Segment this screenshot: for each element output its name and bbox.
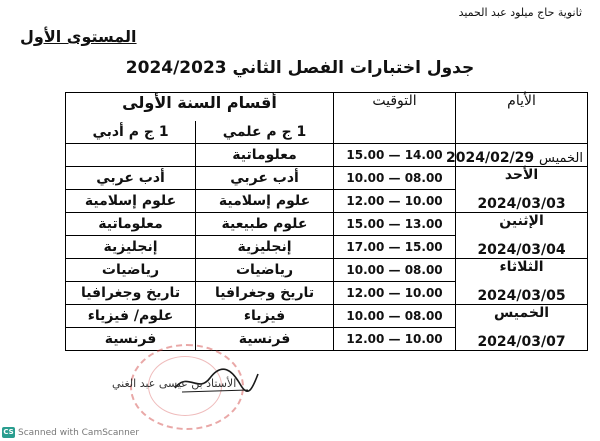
subject-lit: رياضيات <box>66 259 196 282</box>
document-title: جدول اختبارات الفصل الثاني 2024/2023 <box>125 58 475 78</box>
subject-lit: تاريخ وجغرافيا <box>66 282 196 305</box>
level-label: المستوى الأول <box>20 27 137 46</box>
day-date: 2024/03/07 <box>456 328 588 351</box>
camscanner-icon: CS <box>3 428 14 436</box>
time-cell: 12.00 — 10.00 <box>334 190 456 213</box>
day-name: الثلاثاء <box>456 259 588 282</box>
signature-note: الأستاذ بن عيسى عبد الغني <box>112 377 237 390</box>
table-row <box>66 167 588 190</box>
table-row <box>66 144 588 167</box>
time-cell: 12.00 — 10.00 <box>334 328 456 351</box>
table-row <box>66 190 588 213</box>
header-sections: أقسام السنة الأولى <box>66 93 334 122</box>
subject-lit: علوم إسلامية <box>66 190 196 213</box>
time-cell: 12.00 — 10.00 <box>334 282 456 305</box>
table-row <box>66 305 588 328</box>
scan-footer <box>2 427 139 438</box>
subject-lit: علوم/ فيزياء <box>66 305 196 328</box>
table-row <box>66 328 588 351</box>
day-name: الخميس <box>456 305 588 328</box>
subject-sci: معلوماتية <box>196 144 334 167</box>
subject-sci: رياضيات <box>196 259 334 282</box>
day-date: 2024/03/04 <box>456 236 588 259</box>
table-row <box>66 213 588 236</box>
school-name: ثانوية حاج ميلود عبد الحميد <box>458 6 582 19</box>
subject-lit: أدب عربي <box>66 167 196 190</box>
table-row <box>66 282 588 305</box>
header-days: الأيام <box>456 93 588 144</box>
subject-sci: علوم طبيعية <box>196 213 334 236</box>
subject-lit <box>66 144 196 167</box>
time-cell: 10.00 — 08.00 <box>334 259 456 282</box>
table-row <box>66 259 588 282</box>
day-name: الخميس <box>539 151 584 166</box>
time-cell: 15.00 — 14.00 <box>334 144 456 167</box>
time-cell: 17.00 — 15.00 <box>334 236 456 259</box>
header-time: التوقيت <box>334 93 456 144</box>
scan-footer-text: Scanned with CamScanner <box>18 427 140 438</box>
time-cell: 15.00 — 13.00 <box>334 213 456 236</box>
subject-sci: علوم إسلامية <box>196 190 334 213</box>
exam-schedule-table <box>65 92 588 351</box>
subject-sci: فرنسية <box>196 328 334 351</box>
table-header-row <box>66 93 588 122</box>
subject-lit: فرنسية <box>66 328 196 351</box>
subject-sci: تاريخ وجغرافيا <box>196 282 334 305</box>
day-cell <box>446 144 588 167</box>
subject-sci: إنجليزية <box>196 236 334 259</box>
subject-lit: معلوماتية <box>66 213 196 236</box>
day-name: الأحد <box>456 167 588 190</box>
subject-sci: أدب عربي <box>196 167 334 190</box>
day-date: 2024/03/05 <box>456 282 588 305</box>
time-cell: 10.00 — 08.00 <box>334 167 456 190</box>
time-cell: 10.00 — 08.00 <box>334 305 456 328</box>
day-name: الإثنين <box>456 213 588 236</box>
table-row <box>66 236 588 259</box>
header-section-sci: 1 ج م علمي <box>196 121 334 144</box>
day-date: 2024/02/29 <box>446 150 535 166</box>
header-section-lit: 1 ج م أدبي <box>66 121 196 144</box>
subject-sci: فيزياء <box>196 305 334 328</box>
day-date: 2024/03/03 <box>456 190 588 213</box>
subject-lit: إنجليزية <box>66 236 196 259</box>
